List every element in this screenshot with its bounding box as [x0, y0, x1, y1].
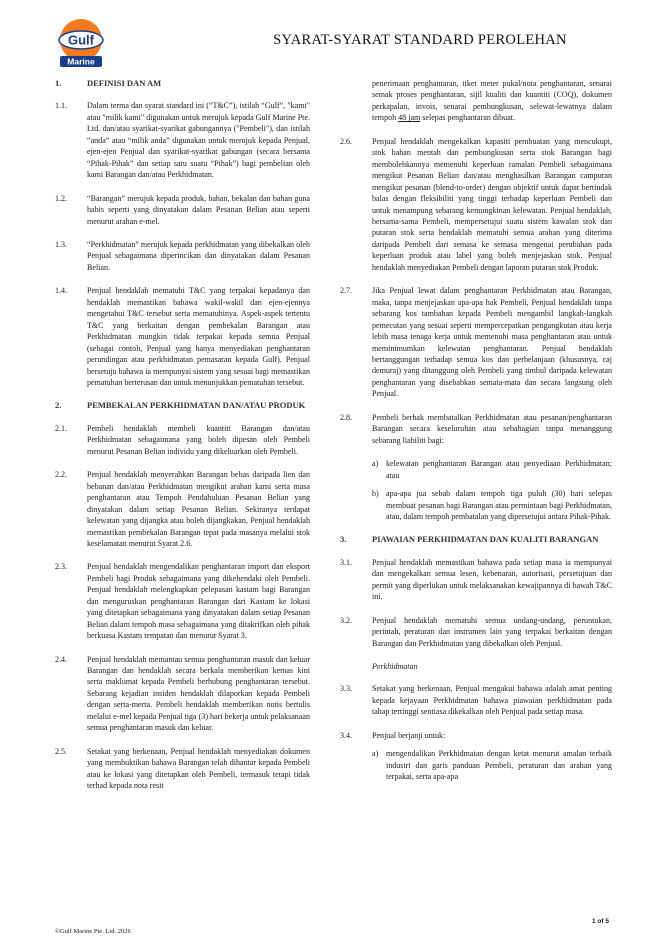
clause-text: Jika Penjual lewat dalam penghantaran Perkhidmatan atau Barangan, maka, tanpa menjejaskan apa-apa hak Pembeli, Penjual hendaklah tanpa sebarang kos tambahan kepada Pembeli mengambil langkah-langkah pemecutan yang sesuai seperti mempercepatkan pengangkutan atau kerja lebih masa tenaga kerja untuk memenuhi masa penghantaran atau untuk meminimumkan kelewatan penghantaran. Penjual hendaklah bertanggungan terhadap semua kos dan perbelanjaan (khususnya, caj demuraj) yang ditanggung oleh Pembeli yang timbul daripada kelewatan penghantaran yang disebabkan semata-mata dan secara langsung oleh Penjual. [372, 286, 612, 399]
sub-item-letter: b) [372, 489, 379, 499]
clause-1-1 [55, 100, 310, 180]
clause-text: Dalam terma dan syarat standard ini (“T&C”), istilah “Gulf”, "kami" atau "milik kami" digunakan untuk merujuk kepada Gulf Marine Pte. Ltd. dan/atau syarikat-syarikat gabungannya ("Pembeli"), dan istilah “anda” atau “milik anda” digunakan untuk merujuk kepada Penjual, ejen-ejen Penjual dan syarikat-syarikat gabungan (secara bersama “Pihak-Pihak” dan setiap satu suatu “Pihak”) bagi pembelian oleh kami Barangan dan/atau Perkhidmatan. [87, 101, 310, 180]
clause-number: 2.3. [55, 562, 68, 572]
sub-item-text: apa-apa jua sebab dalam tempoh tiga puluh (30) hari selepas membuat pesanan bagi Barangan atau permintaan bagi Perkhidmatan, atau, dalam tempoh pembatalan yang dipersetujui antara Pihak-Pihak. [386, 489, 612, 521]
section-title: PIAWAIAN PERKHIDMATAN DAN KUALITI BARANGAN [372, 534, 599, 545]
clause-number: 3.3. [340, 684, 353, 694]
clause-3-4-a [340, 748, 612, 782]
clause-2-1 [55, 423, 310, 457]
clause-number: 1.4. [55, 286, 68, 296]
clause-2-4 [55, 654, 310, 734]
clause-1-2 [55, 193, 310, 227]
section-title: DEFINISI DAN AM [87, 78, 162, 88]
clause-3-3 [340, 683, 612, 717]
clause-number: 3.1. [340, 557, 353, 567]
sub-item-letter: a) [372, 749, 379, 759]
subheading-perkhidmatan: Perkhidmatan [372, 662, 418, 672]
clause-text: “Perkhidmatan” merujuk kepada perkhidmatan yang dibekalkan oleh Penjual sebagaimana diperincikan dan dinyatakan dalam Pesanan Belian. [87, 239, 310, 272]
clause-number: 2.2. [55, 470, 68, 480]
clause-3-1 [340, 557, 612, 603]
clause-2-6 [340, 136, 612, 273]
section-number: 3. [340, 534, 347, 545]
clause-text: penerimaan penghantaran, tiket meter pukal/nota penghantaran, senarai semak proses penghantaran, sijil kualiti dan kuantiti (COQ), dokumen perkapalan, invois, senarai pembungkusan, selewat-lewatnya dalam tempoh [372, 79, 612, 123]
clause-text: Penjual hendaklah menyerahkan Barangan bebas daripada lien dan bebanan dan/atau Perkhidmatan mengikut arahan kami serta masa penghantaran atau Tempoh Pendahuluan Pesanan Belian yang dinyatakan dalam setiap Pesanan Belian. Sekiranya terdapat kelewatan yang dijangka atau boleh dijangkakan, Penjual hendaklah memastikan pembekalan Barangan tepat pada masanya melalui stok keselamatan menurut Syarat 2.6. [87, 470, 310, 548]
clause-number: 2.6. [340, 136, 353, 146]
left-column [55, 78, 310, 804]
logo-marine-text: Marine [67, 56, 95, 67]
clause-text: Penjual hendaklah memastikan bahawa pada setiap masa ia mempunyai dan mengekalkan semua lesen, kebenaran, autorisasi, persetujuan dan permit yang diperlukan untuk melaksanakan kewajipannya di bawah T&C ini. [372, 557, 612, 602]
clause-number: 2.8. [340, 412, 353, 422]
clause-2-8-b [340, 488, 612, 522]
clause-number: 2.7. [340, 286, 353, 296]
sub-item-letter: a) [372, 459, 379, 469]
clause-3-4 [340, 730, 612, 741]
clause-text: Pembeli berhak membatalkan Perkhidmatan atau pesanan/penghantaran Barangan secara keseluruhan atau sebahagian tanpa menanggung sebarang liabiliti bagi: [372, 412, 612, 445]
section-number: 1. [55, 78, 62, 88]
sub-item-text: kelewatan penghantaran Barangan atau penyediaan Perkhidmatan; atau [386, 459, 612, 480]
page-number: 1 of 5 [592, 918, 609, 925]
clause-number: 2.1. [55, 423, 68, 433]
clause-2-8-a [340, 458, 612, 481]
clause-number: 3.4. [340, 730, 353, 740]
clause-number: 1.1. [55, 101, 68, 111]
section-1-heading [55, 78, 310, 89]
clause-text: “Barangan” merujuk kepada produk, bahan, bekalan dan bahan guna habis seperti yang dinyatakan dalam Pesanan Belian atau seperti menurut arahan e-mel. [87, 193, 310, 226]
logo-gulf-text: Gulf [68, 32, 94, 48]
clause-3-2 [340, 615, 612, 649]
section-2-heading [55, 400, 310, 411]
gulf-marine-logo [55, 18, 107, 68]
clause-text: Setakat yang berkenaan, Penjual mengakui bahawa adalah amat penting kepada kejayaan Perkhidmatan bahawa piawaian perkhidmatan pada tahap tertinggi sentiasa dikekalkan oleh Penjual pada setiap masa. [372, 684, 612, 717]
clause-2-7 [340, 285, 612, 400]
clause-2-5-continued [340, 78, 612, 124]
clause-text: Penjual hendaklah mengekalkan kapasiti pembuatan yang mencukupi, stok bahan mentah dan pembungkusan serta stok Barangan bagi membolehkannya memenuhi keperluan ramalan Pembeli sebagaimana mengikut Pesanan Belian dan/atau menghasilkan Barangan campuran mengikut pesanan (blend-to-order) dengan objektif untuk dapat bertindak balas dengan fleksibiliti yang tinggi terhadap keperluan Pembeli dan untuk menampung sebarang kemungkinan kelewatan. Penjual hendaklah, bersama-sama Pembeli, mempersetujui suatu sistem kawalan stok dan putaran stok serta hendaklah mematuhi semua arahan yang diterima daripada Pembeli dari semasa ke semasa mengenai perubahan pada keperluan produk atau label yang boleh menjejaskan stok. Penjual hendaklah menyediakan Pembeli dengan laporan putaran stok Produk. [372, 136, 612, 272]
underlined-duration: 48 jam [398, 113, 421, 123]
section-title: PEMBEKALAN PERKHIDMATAN DAN/ATAU PRODUK [87, 400, 306, 411]
clause-number: 1.3. [55, 239, 68, 249]
clause-text: Penjual hendaklah mematuhi T&C yang terpakai kepadanya dan hendaklah memastikan bahawa wakil-wakil dan ejen-ejennya mengetahui T&C tersebut serta mematuhinya. Aspek-aspek tertentu T&C yang berkaitan dengan pembekalan Barangan atau Perkhidmatan mungkin tidak terpakai kepada semua Penjual (sebagai contoh, Penjual yang hanya menyediakan penghantaran perundingan atau perkhidmatan pemasaran kepada Gulf). Penjual bersetuju bahawa ia mempunyai sistem yang sesuai bagi memastikan pematuhan berterusan dan untuk menunjukkan pematuhan tersebut. [87, 286, 310, 387]
clause-2-8 [340, 412, 612, 446]
clause-number: 1.2. [55, 193, 68, 203]
right-column [340, 78, 612, 790]
clause-text: Setakat yang berkenaan, Penjual hendaklah menyediakan dokumen yang membuktikan bahawa Barangan telah dihantar kepada Pembeli atau ke lokasi yang ditetapkan oleh Pembeli, termasuk tetapi tidak terhad kepada nota resit [87, 746, 310, 791]
section-number: 2. [55, 400, 62, 411]
clause-2-5 [55, 746, 310, 792]
clause-2-3 [55, 561, 310, 641]
clause-text: Penjual hendaklah memantau semua penghantaran masuk dan keluar Barangan dan hendaklah secara berkala memberikan kemas kini serta maklumat kepada Pembeli berhubung penghantaran tersebut. Sebarang kejadian insiden hendaklah dilaporkan kepada Pembeli dengan serta-merta. Pembeli hendaklah memberikan notis bertulis melalui e-mel kepada Penjual tiga (3) hari bekerja untuk pelaksanaan semua penghantaran masuk dan keluar. [87, 654, 310, 733]
clause-number: 3.2. [340, 615, 353, 625]
copyright-notice: ©Gulf Marine Pte. Ltd. 2026 [55, 928, 131, 935]
clause-1-4 [55, 285, 310, 388]
clause-1-3 [55, 239, 310, 273]
clause-text: Penjual berjanji untuk: [372, 730, 446, 740]
clause-number: 2.5. [55, 746, 68, 756]
section-3-heading [340, 534, 612, 545]
clause-text: selepas penghantaran dibuat. [420, 113, 516, 123]
clause-text: Penjual hendaklah mematuhi semua undang-undang, peruntukan, perintah, peraturan dan instrumen lain yang terpakai berkaitan dengan Barangan dan Perkhidmatan yang dibekalkan oleh Penjual. [372, 615, 612, 648]
clause-text: Pembeli hendaklah membeli kuantiti Barangan dan/atau Perkhidmatan sebagaimana yang boleh dipesan oleh Pembeli menurut Pesanan Belian individu yang dikeluarkan oleh Pembeli. [87, 423, 310, 456]
clause-text: Penjual hendaklah mengendalikan penghantaran import dan eksport Pembeli bagi Produk sebagaimana yang dikehendaki oleh Pembeli. Penjual hendaklah melengkapkan pelepasan kastam bagi Barangan dan menguruskan penghantaran Barangan dari Kastam ke lokasi yang ditetapkan sebagaimana yang dinyatakan dalam setiap Pesanan Belian dalam tempoh masa sebagaimana yang ditakrifkan oleh pihak berkuasa Kastam tempatan dan menurut Syarat 3. [87, 562, 310, 641]
clause-2-2 [55, 469, 310, 549]
clause-number: 2.4. [55, 654, 68, 664]
page-title: SYARAT-SYARAT STANDARD PEROLEHAN [273, 32, 567, 48]
sub-item-text: mengendalikan Perkhidmatan dengan ketat menurut amalan terbaik industri dan garis panduan Pembeli, peraturan dan arahan yang terpakai, serta apa-apa [386, 749, 612, 782]
